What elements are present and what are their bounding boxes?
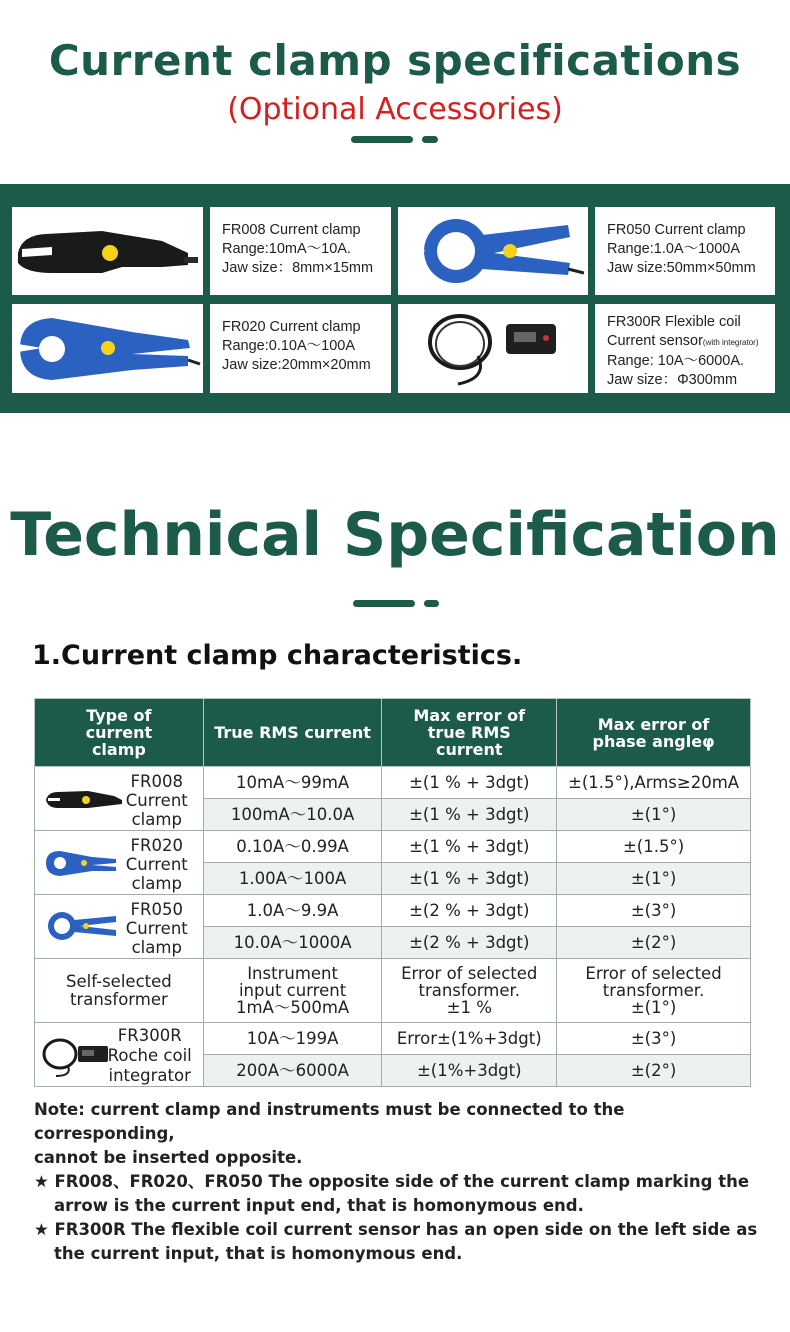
type-fr050-line3: clamp (131, 937, 182, 957)
cell-phase-error: ±(1°) (557, 863, 751, 895)
table-row (35, 767, 751, 799)
cell-rms-error: ±(1 % + 3dgt) (382, 863, 557, 895)
section-divider-long (353, 600, 415, 607)
type-fr008-line3: clamp (131, 809, 182, 829)
cell-phase-error: ±(1.5°) (557, 831, 751, 863)
fr300r-range: Range: 10A～6000A. (607, 353, 745, 369)
type-fr300r-line2: Roche coil (107, 1045, 192, 1065)
cell-rms-error: ±(1 % + 3dgt) (382, 831, 557, 863)
cell-rms-error: ±(2 % + 3dgt) (382, 927, 557, 959)
note-line: cannot be inserted opposite. (34, 1148, 303, 1167)
fr008-image (12, 207, 203, 295)
fr008-name: FR008 Current clamp (222, 222, 361, 238)
cell-rms-line1: Instrument (247, 964, 338, 983)
section-title: Technical Specification (10, 500, 780, 570)
title-divider-long (351, 136, 413, 143)
table-row (35, 831, 751, 863)
fr008-clamp-icon (44, 788, 124, 812)
fr300r-image (398, 304, 588, 393)
cell-rms: 0.10A～0.99A (203, 831, 382, 863)
note-line: Note: current clamp and instruments must be connected to the corresponding, (34, 1100, 625, 1143)
fr300r-sensor: Current sensor(with integrator) (607, 333, 759, 349)
fr050-spec (595, 207, 775, 295)
header-rms-error: Max error of true RMS current (382, 699, 557, 767)
header-rms: True RMS current (203, 699, 382, 767)
type-fr008-line2: Current (125, 790, 188, 810)
type-fr020 (35, 831, 204, 895)
fr300r-coil-icon (40, 1034, 112, 1078)
cell-rms-line3: 1mA～500mA (235, 998, 350, 1017)
table-row (35, 895, 751, 927)
note-line: ★ FR008、FR020、FR050 The opposite side of the current clamp marking the (34, 1172, 750, 1191)
cell-rms-error-line2: transformer. (418, 981, 521, 1000)
type-fr020-line1: FR020 (130, 835, 183, 855)
fr020-jaw: Jaw size:20mm×20mm (222, 357, 371, 373)
cell-rms-line2: input current (238, 981, 347, 1000)
type-fr020-line3: clamp (131, 873, 182, 893)
cell-rms-error: ±(2 % + 3dgt) (382, 895, 557, 927)
fr020-spec (210, 304, 391, 393)
type-self-line2: transformer (69, 989, 168, 1009)
type-fr050-line1: FR050 (130, 899, 183, 919)
fr300r-name: FR300R Flexible coil (607, 314, 741, 330)
fr300r-jaw: Jaw size：Φ300mm (607, 372, 738, 388)
accessories-panel (0, 184, 790, 413)
note-line: arrow is the current input end, that is homonymous end. (54, 1196, 584, 1215)
cell-rms-error: Error±(1%+3dgt) (382, 1023, 557, 1055)
type-fr300r (35, 1023, 204, 1087)
fr020-clamp-icon (44, 848, 120, 878)
note-line: ★ FR300R The flexible coil current sensor has an open side on the left side as (34, 1220, 758, 1239)
cell-rms-error-line3: ±1 % (446, 998, 492, 1017)
subsection-title: 1.Current clamp characteristics. (32, 640, 523, 671)
fr050-name: FR050 Current clamp (607, 222, 746, 238)
cell-rms-error (382, 959, 557, 1023)
cell-rms: 10A～199A (203, 1023, 382, 1055)
cell-rms: 10mA～99mA (203, 767, 382, 799)
table-header-row (35, 699, 751, 767)
title-divider-short (422, 136, 438, 143)
header-phase-error: Max error of phase angleφ (557, 699, 751, 767)
section-divider-short (424, 600, 439, 607)
fr050-jaw: Jaw size:50mm×50mm (607, 260, 756, 276)
cell-phase-error (557, 959, 751, 1023)
type-fr050-line2: Current (125, 918, 188, 938)
cell-rms-error: ±(1 % + 3dgt) (382, 767, 557, 799)
type-fr008 (35, 767, 204, 831)
page-title: Current clamp specifications (48, 36, 742, 85)
cell-phase-error: ±(2°) (557, 1055, 751, 1087)
cell-phase-line2: transformer. (602, 981, 705, 1000)
type-fr050 (35, 895, 204, 959)
table-row (35, 959, 751, 1023)
cell-rms-error: ±(1%+3dgt) (382, 1055, 557, 1087)
fr020-range: Range:0.10A～100A (222, 338, 356, 354)
fr008-jaw: Jaw size：8mm×15mm (222, 260, 374, 276)
cell-rms (203, 959, 382, 1023)
fr020-image (12, 304, 203, 393)
fr050-clamp-icon (44, 910, 120, 942)
fr050-image (398, 207, 588, 295)
fr008-range: Range:10mA～10A. (222, 241, 351, 257)
cell-phase-line1: Error of selected (585, 964, 722, 983)
cell-phase-error: ±(1°) (557, 799, 751, 831)
spec-table (34, 698, 751, 1087)
fr020-name: FR020 Current clamp (222, 319, 361, 335)
cell-rms: 10.0A～1000A (203, 927, 382, 959)
page-subtitle: (Optional Accessories) (227, 92, 563, 127)
type-fr300r-line1: FR300R (117, 1025, 182, 1045)
note-line: the current input, that is homonymous end. (54, 1244, 463, 1263)
cell-rms: 1.00A～100A (203, 863, 382, 895)
type-self-line1: Self-selected (66, 971, 172, 991)
cell-rms-error-line1: Error of selected (401, 964, 538, 983)
header-type: Type of current clamp (35, 699, 204, 767)
table-row (35, 1023, 751, 1055)
type-self-selected (35, 959, 204, 1023)
fr008-spec (210, 207, 391, 295)
cell-rms: 1.0A～9.9A (203, 895, 382, 927)
cell-rms-error: ±(1 % + 3dgt) (382, 799, 557, 831)
type-fr008-line1: FR008 (130, 771, 183, 791)
type-fr300r-line3: integrator (108, 1065, 191, 1085)
fr300r-spec (595, 304, 775, 393)
type-fr020-line2: Current (125, 854, 188, 874)
fr050-range: Range:1.0A～1000A (607, 241, 741, 257)
cell-phase-line3: ±(1°) (630, 998, 677, 1017)
cell-phase-error: ±(3°) (557, 895, 751, 927)
cell-phase-error: ±(3°) (557, 1023, 751, 1055)
cell-rms: 200A～6000A (203, 1055, 382, 1087)
cell-phase-error: ±(2°) (557, 927, 751, 959)
cell-rms: 100mA～10.0A (203, 799, 382, 831)
cell-phase-error: ±(1.5°),Arms≥20mA (557, 767, 751, 799)
notes-block (34, 1098, 764, 1266)
